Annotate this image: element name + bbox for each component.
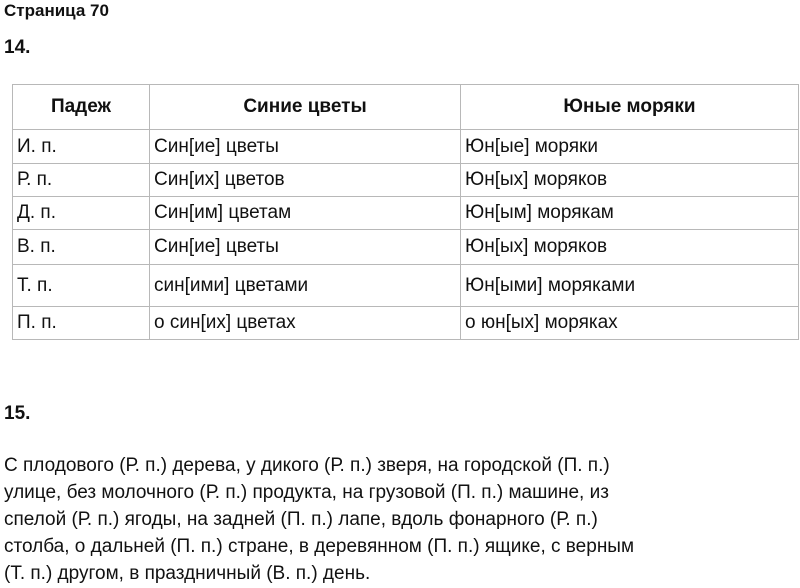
flowers-cell: син[ими] цветами <box>150 265 461 307</box>
case-cell: Т. п. <box>13 265 150 307</box>
sailors-cell: Юн[ые] моряки <box>461 130 799 164</box>
table-row <box>13 230 799 265</box>
case-cell: П. п. <box>13 307 150 340</box>
flowers-cell: Син[ие] цветы <box>150 130 461 164</box>
flowers-cell: Син[ие] цветы <box>150 230 461 265</box>
task-15-number: 15. <box>4 403 31 424</box>
table-row <box>13 265 799 307</box>
case-cell: Р. п. <box>13 164 150 197</box>
answer-line: улице, без молочного (Р. п.) продукта, на грузовой (П. п.) машине, из <box>4 482 609 503</box>
answer-line: столба, о дальней (П. п.) стране, в деревянном (П. п.) ящике, с верным <box>4 536 635 557</box>
answer-line: спелой (Р. п.) ягоды, на задней (П. п.) лапе, вдоль фонарного (Р. п.) <box>4 509 598 530</box>
sailors-cell: Юн[ым] морякам <box>461 197 799 230</box>
table-header-row <box>13 85 799 130</box>
table-row <box>13 164 799 197</box>
case-cell: Д. п. <box>13 197 150 230</box>
sailors-cell: о юн[ых] моряках <box>461 307 799 340</box>
flowers-cell: Син[их] цветов <box>150 164 461 197</box>
sailors-cell: Юн[ыми] моряками <box>461 265 799 307</box>
page-title: Страница 70 <box>4 1 109 20</box>
flowers-cell: Син[им] цветам <box>150 197 461 230</box>
table-row <box>13 130 799 164</box>
header-case: Падеж <box>13 85 150 130</box>
header-blue-flowers: Синие цветы <box>150 85 461 130</box>
sailors-cell: Юн[ых] моряков <box>461 164 799 197</box>
case-cell: В. п. <box>13 230 150 265</box>
answer-line: С плодового (Р. п.) дерева, у дикого (Р. п.) зверя, на городской (П. п.) <box>4 455 610 476</box>
table-row <box>13 197 799 230</box>
flowers-cell: о син[их] цветах <box>150 307 461 340</box>
header-young-sailors: Юные моряки <box>461 85 799 130</box>
sailors-cell: Юн[ых] моряков <box>461 230 799 265</box>
task-15-answer <box>4 452 794 587</box>
task-14-number: 14. <box>4 37 31 58</box>
case-table <box>12 84 799 340</box>
case-cell: И. п. <box>13 130 150 164</box>
table-row <box>13 307 799 340</box>
answer-line: (Т. п.) другом, в праздничный (В. п.) день. <box>4 563 371 584</box>
